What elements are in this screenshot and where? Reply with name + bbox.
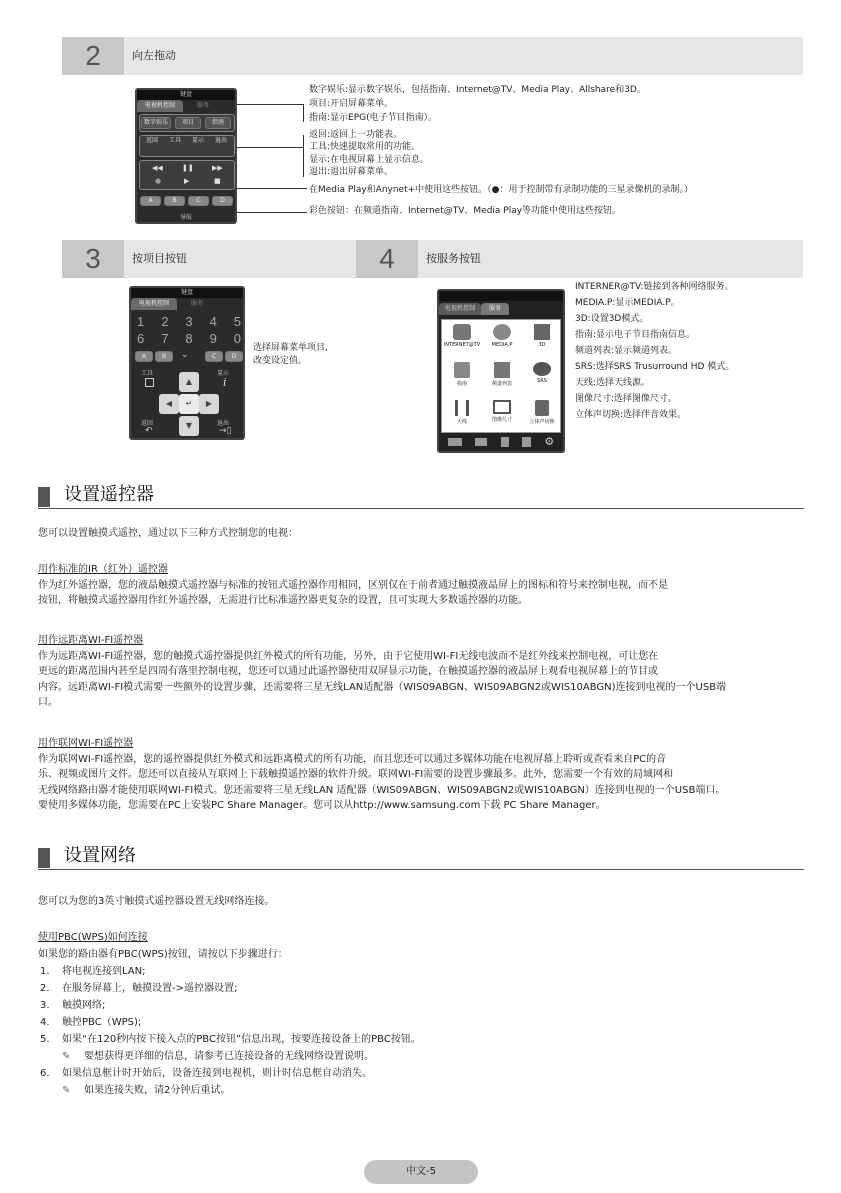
digit-key[interactable]: 9 [209,331,217,346]
text-line: 要使用多媒体功能，您需要在PC上安装PC Share Manager。您可以从http://www.samsung.com下载 PC Share Manager。 [38,799,606,811]
color-button-a[interactable]: A [140,196,161,206]
speaker-icon [535,400,549,416]
tools-button[interactable]: 工具 [168,137,181,144]
pbc-steps [38,963,804,1099]
step-text: 如果“在120秒内按下接入点的PBC按钮”信息出现，按要连接设备上的PBC按钮。 [62,1034,421,1045]
forward-icon[interactable]: ▶▶ [212,164,223,172]
media-icon [493,324,511,340]
icon-label: 3D [538,342,546,348]
color-button-b[interactable]: B [155,351,173,362]
list-item [38,980,804,997]
digit-key[interactable]: 3 [185,314,193,329]
digit-key[interactable]: 7 [161,331,169,346]
section-heading-network [38,844,804,870]
antenna-icon [455,400,469,416]
callout: INTERNER@TV:链接到各种网络服务。 [575,282,734,292]
caption-line: 改变设定值。 [253,356,308,366]
service-grid [441,319,561,433]
nav-label[interactable]: 导航 [179,214,192,221]
wifi-paragraph [38,649,804,710]
connector-line [303,135,304,177]
tab-tv-control[interactable]: 电视机控制 [131,298,177,310]
digit-key[interactable]: 8 [185,331,193,346]
text-line: 作为红外遥控器，您的液晶触摸式遥控器与标准的按钮式遥控器作用相同，区别仅在于前者通过触摸液晶屏上的图标和符号来控制电视，而不是 [38,580,668,591]
dpad-right[interactable]: ▶ [199,394,219,414]
remote-screen-service [437,289,565,453]
tab-tv-control[interactable]: 电视机控制 [439,303,481,315]
list-item [38,1065,804,1082]
pause-icon[interactable]: ❚❚ [182,164,194,172]
dpad-enter[interactable]: ↵ [179,394,199,414]
step-label: 按服务按钮 [426,252,481,265]
rewind-icon[interactable]: ◀◀ [152,164,163,172]
connector-line [237,147,303,148]
step-text: 在服务屏幕上，触摸设置->遥控器设置; [62,983,238,994]
heading-bar [38,487,50,507]
text-line: 按钮，将触摸式遥控器用作红外遥控器，无需进行比标准遥控器更复杂的设置，且可实现大多数遥控器的功能。 [38,595,528,607]
return-label[interactable]: 返回 [141,420,154,427]
return-button[interactable]: 返回 [145,137,158,144]
step-4-header [356,240,803,278]
color-button-a[interactable]: A [135,351,153,362]
page-number: 中文-5 [364,1160,478,1184]
note-icon: ✎ [62,1085,71,1096]
callout: 频道列表:显示频道列表。 [575,346,678,356]
caption-line: 选择屏幕菜单项目, [253,343,328,353]
note-item [38,1048,804,1065]
play-icon[interactable]: ▶ [184,177,190,185]
info-label[interactable]: 显示 [217,370,230,377]
callout: 图像尺寸:选择图像尺寸。 [575,394,678,404]
callout: 项目:开启屏幕菜单。 [309,99,394,109]
connector-line [237,212,307,213]
icon-label: 指南 [456,381,467,387]
exit-label[interactable]: 退出 [217,420,230,427]
text-line: 更远的距离范围内甚至是四周有落里控制电视，您还可以通过此遥控器使用双屏显示功能，在触摸遥控器的液晶屏上观看电视屏幕上的节目或 [38,666,658,678]
guide-icon [454,362,470,378]
step-number: 1. [40,966,50,977]
color-button-d[interactable]: D [212,196,233,206]
heading-bar [38,848,50,868]
exit-button[interactable]: 退出 [214,137,227,144]
text-line: 乐、视频或图片文件。您还可以直接从互联网上下载触摸遥控器的软件升级。联网WI-FI需要的设置步骤最多。此外，您需要一个有效的局域网和 [38,769,674,781]
record-icon[interactable]: ● [155,177,162,185]
tab-service[interactable]: 服务 [481,303,509,315]
service-icon-antenna[interactable] [442,400,482,425]
callout: 天线:选择天线源。 [575,378,651,388]
bottom-toolbar [441,435,561,449]
callout: SRS:选择SRS Trusurround HD 模式。 [575,362,735,372]
gear-icon[interactable]: ⚙ [544,435,555,448]
remote-screen-drag-left [135,88,237,224]
guide-button[interactable]: 指南 [205,117,231,129]
text-line: 作为联网WI-FI遥控器，您的遥控器提供红外模式和远距离模式的所有功能，而且您还可以通过多媒体功能在电视屏幕上聆听或查看来自PC的音 [38,754,667,765]
service-icon-srs[interactable] [522,362,562,384]
remote-screen-menu [129,286,245,440]
icon-label: INTERNET@TV [443,342,481,348]
color-button-c[interactable]: C [188,196,209,206]
service-icon-3d[interactable] [522,324,562,348]
step-number: 2 [62,37,124,75]
step-3-header [62,240,356,278]
info-icon[interactable]: i [223,376,227,389]
step-number: 4 [356,240,418,278]
callout: 指南:显示EPG(电子节目指南）。 [309,113,438,123]
digit-key[interactable]: 1 [137,314,145,329]
service-icon-guide[interactable] [442,362,482,387]
step-number: 3 [62,240,124,278]
subheading-network: 用作联网WI-FI遥控器 [38,738,134,749]
service-icon-mediap[interactable] [482,324,522,348]
document-icon[interactable] [522,437,531,447]
callout: 数字娱乐:显示数字娱乐，包括指南、Internet@TV、Media Play、Allshare和3D。 [309,85,646,95]
connector-line [237,104,303,105]
step-text: 触控PBC（WPS); [62,1017,142,1028]
digit-key[interactable]: 4 [209,314,217,329]
tab-tv-control[interactable]: 电视机控制 [137,100,183,112]
text-line: 无线网络路由器才能使用联网WI-FI模式。您还需要将三星无线LAN 适配器（WIS09ABGN、WIS09ABGN2或WIS10ABGN）连接到电视的一个USB端口。 [38,784,726,796]
stop-icon[interactable]: ■ [214,177,221,185]
icon-label: 天线 [456,419,467,425]
step-text: 将电视连接到LAN; [62,966,146,977]
dpad [165,372,213,438]
subheading-wifi: 用作远距离WI-FI遥控器 [38,635,144,646]
digit-key[interactable]: 6 [137,331,145,346]
service-icon-picture-size[interactable] [482,400,522,423]
step-label: 向左拖动 [132,49,176,62]
connector-line [303,104,304,122]
icon-label: 图像尺寸 [491,417,512,423]
note-icon: ✎ [62,1051,71,1062]
dpad-left[interactable]: ◀ [159,394,179,414]
callout: 立体声切换:选择伴音效果。 [575,410,687,420]
callout: 3D:设置3D模式。 [575,314,649,324]
tools-icon[interactable] [145,378,154,387]
section-title: 设置遥控器 [64,484,154,505]
digit-key[interactable]: 5 [233,314,241,329]
tools-label[interactable]: 工具 [141,370,154,377]
tab-service[interactable]: 服务 [197,102,210,109]
connector-line [237,188,307,189]
tab-service[interactable]: 服务 [191,300,204,307]
service-icon-stereo[interactable] [522,400,562,425]
section-title: 设置网络 [64,845,136,866]
callout: 退出:退出屏幕菜单。 [309,167,394,177]
remote-intro: 您可以设置触摸式遥控，通过以下三种方式控制您的电视： [38,528,298,539]
network-paragraph [38,752,804,813]
keyboard-tab[interactable]: 键盘 [137,90,235,100]
subheading-pbc: 使用PBC(WPS)如何连接 [38,932,148,943]
icon-label: 频道列表 [491,381,512,387]
globe-icon [453,324,471,340]
step-text: 触摸网络; [62,1000,106,1011]
dpad-down[interactable]: ▼ [179,416,199,436]
step-number: 4. [40,1017,50,1028]
subheading-ir: 用作标准的IR（红外）遥控器 [38,564,168,575]
list-item [38,963,804,980]
note-item [38,1082,804,1099]
note-text: 要想获得更详细的信息，请参考已连接设备的无线网络设置说明。 [84,1051,374,1062]
list-item [38,1014,804,1031]
callout: 返回:返回上一功能表。 [309,130,403,140]
text-line: 作为远距离WI-FI遥控器，您的触摸式遥控器提供红外模式的所有功能，另外，由于它使用WI-FI无线电波而不是红外线来控制电视，可让您在 [38,651,659,662]
section-heading-remote [38,483,804,509]
keyboard-tab[interactable]: 键盘 [131,288,243,298]
chevron-down-icon[interactable]: ⌄ [181,350,189,360]
digit-key[interactable]: 2 [161,314,169,329]
service-icon-internet[interactable] [442,324,482,348]
digit-key[interactable]: 0 [233,331,241,346]
media-panel [139,160,235,190]
callout: 在Media Play和Anynet+中使用这些按钮。（●：用于控制带有录制功能的三星录像机的录制。） [309,185,694,195]
cube-icon [534,324,550,340]
service-icon-channel-list[interactable] [482,362,522,387]
exit-icon[interactable]: →▯ [219,426,232,436]
icon-label: 立体声切换 [529,419,555,425]
color-button-b[interactable]: B [164,196,185,206]
digital-button[interactable]: 数字娱乐 [141,117,171,129]
step-number: 5. [40,1034,50,1045]
color-button-c[interactable]: C [205,351,223,362]
icon-label: MEDIA.P [491,342,513,348]
callout: 指南:显示电子节目指南信息。 [575,330,696,340]
color-button-d[interactable]: D [225,351,243,362]
note-text: 如果连接失败，请2分钟后重试。 [84,1085,231,1096]
callout: 彩色按钮：在频道指南、Internet@TV、Media Play等功能中使用这些按钮。 [309,206,622,216]
step-label: 按项目按钮 [132,252,187,265]
icon-label: SRS [537,378,547,384]
digit-row-1 [137,314,241,329]
remote-icon[interactable] [501,437,509,447]
callout: MEDIA.P:显示MEDIA.P。 [575,298,680,308]
text-line: 内容。远距离WI-FI模式需要一些额外的设置步骤，还需要将三星无线LAN适配器（WIS09ABGN、WIS09ABGN2或WIS10ABGN)连接到电视的一个USB端 [38,681,727,693]
info-button[interactable]: 显示 [191,137,204,144]
callout: 显示:在电视屏幕上显示信息。 [309,155,430,165]
text-line: 口。 [38,696,58,708]
step-text: 如果信息框计时开始后，设备连接到电视机，则计时信息框自动消失。 [62,1068,372,1079]
step-number: 3. [40,1000,50,1011]
digit-row-2 [137,331,241,346]
network-intro: 您可以为您的3英寸触摸式遥控器设置无线网络连接。 [38,896,275,907]
picture-size-icon [493,400,511,414]
list-item [38,1031,804,1048]
return-icon[interactable]: ↶ [145,426,153,436]
ir-paragraph [38,578,804,609]
step-2-header [62,37,803,75]
status-bar [439,291,563,301]
dpad-up[interactable]: ▲ [179,372,199,392]
pbc-intro: 如果您的路由器有PBC(WPS)按钮，请按以下步骤进行： [38,949,288,960]
list-item [38,997,804,1014]
step-3-caption [253,342,328,368]
list-icon [494,362,510,378]
callout: 工具:快速提取常用的功能。 [309,142,421,152]
step-number: 2. [40,983,50,994]
step-number: 6. [40,1068,50,1079]
menu-button[interactable]: 项目 [175,117,201,129]
tv-icon[interactable] [448,438,462,446]
pc-icon[interactable] [475,438,487,446]
srs-icon [533,362,551,376]
